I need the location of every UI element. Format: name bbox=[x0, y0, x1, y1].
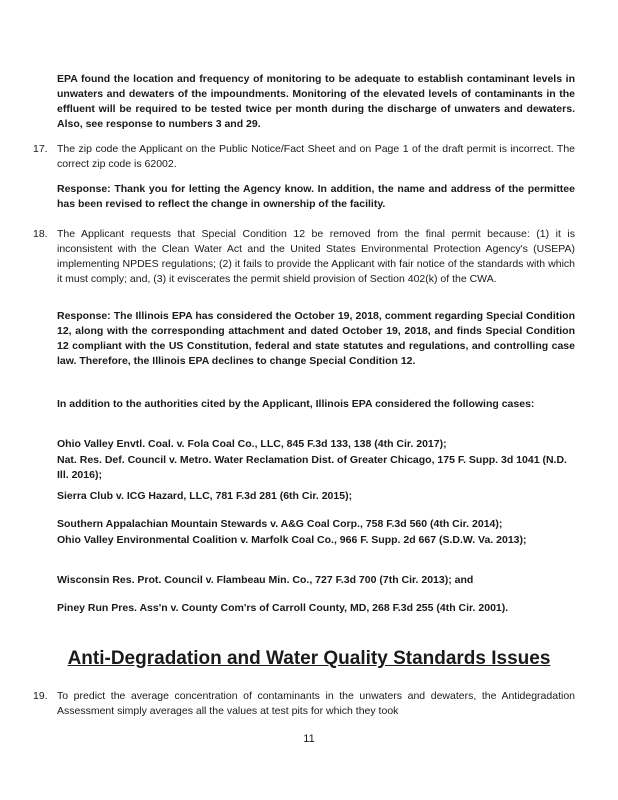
intro-paragraph: EPA found the location and frequency of monitoring to be adequate to establish contaminant levels in unwaters and dewaters of the impoundments. Monitoring of the elevated levels of contaminants in the effluent will be required to be tested twice per month during the discharge of unwaters and dewaters. Also, see response to numbers 3 and 29. bbox=[57, 73, 575, 130]
case-citation: Wisconsin Res. Prot. Council v. Flambeau Min. Co., 727 F.3d 700 (7th Cir. 2013); and bbox=[57, 574, 474, 586]
section-heading: Anti-Degradation and Water Quality Standards Issues bbox=[67, 648, 551, 669]
comment-18-text: The Applicant requests that Special Condition 12 be removed from the final permit because: (1) it is inconsistent with the Clean Water Act and the United States Environmental Protection Agency's (USEPA) implementing NPDES regulations; (2) it fails to provide the Applicant with fair notice of the standards with which it must comply; and, (3) it eviscerates the permit shield provision of Section 402(k) of the CWA. bbox=[57, 228, 575, 285]
case-citation: Ohio Valley Environmental Coalition v. Marfolk Coal Co., 966 F. Supp. 2d 667 (S.D.W. Va. 2013); bbox=[57, 534, 527, 546]
comment-19-number: 19. bbox=[33, 690, 48, 702]
page-number: 11 bbox=[303, 733, 315, 745]
comment-18-number: 18. bbox=[33, 228, 48, 240]
authorities-intro: In addition to the authorities cited by the Applicant, Illinois EPA considered the following cases: bbox=[57, 398, 535, 410]
comment-19-text: To predict the average concentration of contaminants in the unwaters and dewaters, the Antidegradation Assessment simply averages all the values at test pits for which they took bbox=[57, 690, 575, 717]
case-citation: Southern Appalachian Mountain Stewards v. A&G Coal Corp., 758 F.3d 560 (4th Cir. 2014); bbox=[57, 518, 503, 530]
comment-17-number: 17. bbox=[33, 143, 48, 155]
case-citation: Sierra Club v. ICG Hazard, LLC, 781 F.3d 281 (6th Cir. 2015); bbox=[57, 490, 353, 502]
response-17: Response: Thank you for letting the Agency know. In addition, the name and address of the permittee has been revised to reflect the change in ownership of the facility. bbox=[57, 183, 575, 210]
case-citation: Nat. Res. Def. Council v. Metro. Water Reclamation Dist. of Greater Chicago, 175 F. Supp. 3d 1041 (N.D. Ill. 2016); bbox=[57, 454, 567, 481]
case-citation: Piney Run Pres. Ass'n v. County Com'rs of Carroll County, MD, 268 F.3d 255 (4th Cir. 2001). bbox=[57, 602, 509, 614]
comment-17-text: The zip code the Applicant on the Public Notice/Fact Sheet and on Page 1 of the draft permit is incorrect. The correct zip code is 62002. bbox=[57, 143, 575, 170]
response-18: Response: The Illinois EPA has considered the October 19, 2018, comment regarding Special Condition 12, along with the corresponding attachment and dated October 19, 2018, and finds Special Condition 12 compliant with the US Constitution, federal and state statutes and regulations, and controlling case law. Therefore, the Illinois EPA declines to change Special Condition 12. bbox=[57, 310, 575, 367]
case-citation: Ohio Valley Envtl. Coal. v. Fola Coal Co., LLC, 845 F.3d 133, 138 (4th Cir. 2017); bbox=[57, 438, 447, 450]
